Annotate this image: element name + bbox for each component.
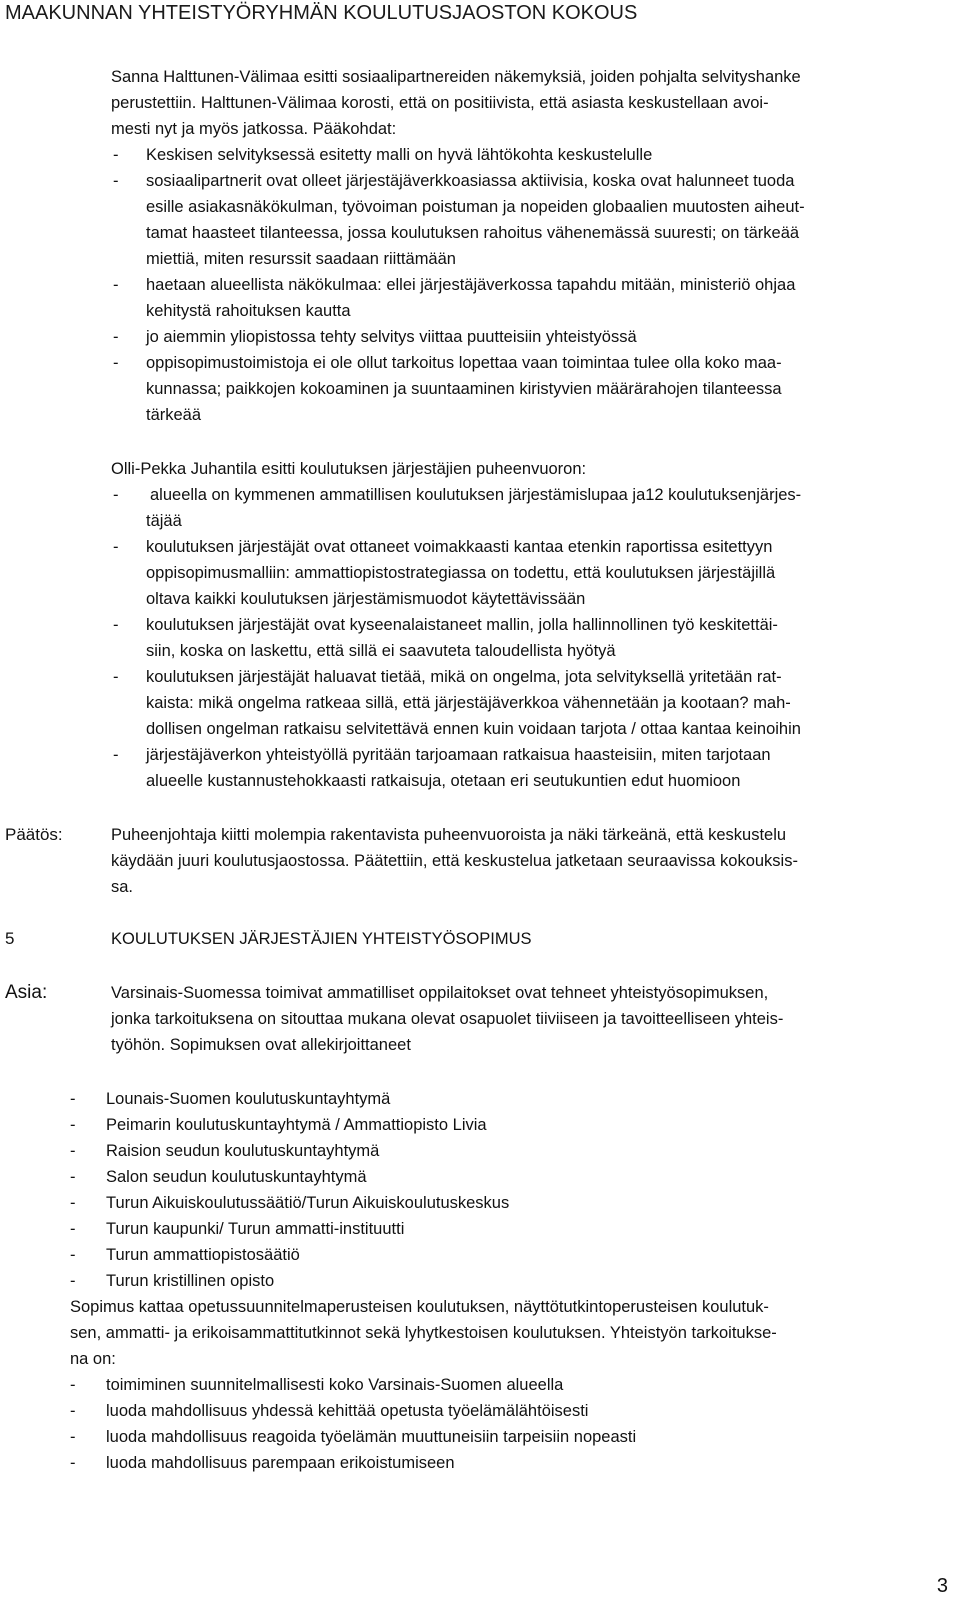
bullet-dash: - <box>70 1402 76 1420</box>
bullet-line: kehitystä rahoituksen kautta <box>146 302 351 320</box>
document-header: MAAKUNNAN YHTEISTYÖRYHMÄN KOULUTUSJAOSTON KOKOUS <box>5 2 638 24</box>
bullet-line: täjää <box>146 512 182 530</box>
bullet-line: oppisopimusmalliin: ammattiopistostrategiassa on todettu, että koulutuksen järjestäjillä <box>146 564 776 582</box>
decision-line: sa. <box>111 878 134 896</box>
item-title: KOULUTUKSEN JÄRJESTÄJIEN YHTEISTYÖSOPIMUS <box>111 930 532 948</box>
bullet-dash: - <box>70 1220 76 1238</box>
bullet-dash: - <box>70 1272 76 1290</box>
bullet-dash: - <box>113 172 119 190</box>
signatory-item: Salon seudun koulutuskuntayhtymä <box>106 1168 367 1186</box>
bullet-line: miettiä, miten resurssit saadaan riittämään <box>146 250 456 268</box>
bullet-line: järjestäjäverkon yhteistyöllä pyritään tarjoamaan ratkaisua haasteisiin, miten tarjotaan <box>146 746 771 764</box>
bullet-line: tamat haasteet tilanteessa, jossa koulutuksen rahoitus vähenemässä suuresti; on tärkeää <box>146 224 800 242</box>
asia-line: jonka tarkoituksena on sitouttaa mukana olevat osapuolet tiiviiseen ja tavoitteelliseen yhteis- <box>111 1010 784 1028</box>
bullet-line: siin, koska on laskettu, että sillä ei saavuteta taloudellista hyötyä <box>146 642 616 660</box>
bullet-dash: - <box>113 146 119 164</box>
bullet-dash: - <box>70 1142 76 1160</box>
bullet-line: haetaan alueellista näkökulmaa: ellei järjestäjäverkossa tapahdu mitään, ministeriö ohjaa <box>146 276 796 294</box>
juhantila-intro: Olli-Pekka Juhantila esitti koulutuksen järjestäjien puheenvuoron: <box>111 460 587 478</box>
bullet-dash: - <box>113 668 119 686</box>
bullet-line: tärkeää <box>146 406 202 424</box>
signatory-item: Raision seudun koulutuskuntayhtymä <box>106 1142 380 1160</box>
decision-line: käydään juuri koulutusjaostossa. Päätettiin, että keskustelua jatketaan seuraavissa kokouksis- <box>111 852 798 870</box>
bullet-line: koulutuksen järjestäjät haluavat tietää, mikä on ongelma, jota selvityksellä yritetään rat- <box>146 668 782 686</box>
bullet-dash: - <box>70 1376 76 1394</box>
signatory-item: Turun kaupunki/ Turun ammatti-instituutti <box>106 1220 405 1238</box>
bullet-dash: - <box>70 1194 76 1212</box>
bullet-line: jo aiemmin yliopistossa tehty selvitys viittaa puutteisiin yhteistyössä <box>146 328 637 346</box>
bullet-dash: - <box>70 1168 76 1186</box>
asia-line: Varsinais-Suomessa toimivat ammatilliset oppilaitokset ovat tehneet yhteistyösopimuksen, <box>111 984 769 1002</box>
decision-label: Päätös: <box>5 825 63 844</box>
item-number: 5 <box>5 929 15 948</box>
bullet-dash: - <box>70 1428 76 1446</box>
signatory-item: Turun Aikuiskoulutussäätiö/Turun Aikuiskoulutuskeskus <box>106 1194 510 1212</box>
scope-line: na on: <box>70 1350 116 1368</box>
bullet-line: alueelle kustannustehokkaasti ratkaisuja, otetaan eri seutukuntien edut huomioon <box>146 772 741 790</box>
bullet-dash: - <box>113 328 119 346</box>
bullet-dash: - <box>113 354 119 372</box>
signatory-item: Turun kristillinen opisto <box>106 1272 275 1290</box>
purpose-item: toimiminen suunnitelmallisesti koko Varsinais-Suomen alueella <box>106 1376 564 1394</box>
page-number: 3 <box>936 1575 948 1597</box>
bullet-dash: - <box>70 1116 76 1134</box>
signatory-item: Peimarin koulutuskuntayhtymä / Ammattiopisto Livia <box>106 1116 487 1134</box>
bullet-line: dollisen ongelman ratkaisu selvitettävä ennen kuin voidaan tarjota / ottaa kantaa keinoihin <box>146 720 801 738</box>
scope-line: Sopimus kattaa opetussuunnitelmaperusteisen koulutuksen, näyttötutkintoperusteisen koulutuk- <box>70 1298 769 1316</box>
bullet-line: koulutuksen järjestäjät ovat kyseenalaistaneet mallin, jolla hallinnollinen työ keskitettäi- <box>146 616 778 634</box>
decision-line: Puheenjohtaja kiitti molempia rakentavista puheenvuoroista ja näki tärkeänä, että keskustelu <box>111 826 787 844</box>
bullet-line: oltava kaikki koulutuksen järjestämismuodot käytettävissään <box>146 590 586 608</box>
asia-label: Asia: <box>5 982 48 1003</box>
bullet-dash: - <box>70 1246 76 1264</box>
scope-line: sen, ammatti- ja erikoisammattitutkinnot sekä lyhytkestoisen koulutuksen. Yhteistyön tarkoitukse- <box>70 1324 777 1342</box>
bullet-line: oppisopimustoimistoja ei ole ollut tarkoitus lopettaa vaan toimintaa tulee olla koko maa- <box>146 354 782 372</box>
bullet-dash: - <box>113 276 119 294</box>
purpose-item: luoda mahdollisuus parempaan erikoistumiseen <box>106 1454 455 1472</box>
signatory-item: Turun ammattiopistosäätiö <box>106 1246 300 1264</box>
intro-line: Sanna Halttunen-Välimaa esitti sosiaalipartnereiden näkemyksiä, joiden pohjalta selvityshanke <box>111 68 801 86</box>
bullet-line: koulutuksen järjestäjät ovat ottaneet voimakkaasti kantaa etenkin raportissa esitettyyn <box>146 538 773 556</box>
intro-line: perustettiin. Halttunen-Välimaa korosti, että on positiivista, että asiasta keskustellaan avoi- <box>111 94 769 112</box>
asia-line: työhön. Sopimuksen ovat allekirjoittaneet <box>111 1036 411 1054</box>
bullet-dash: - <box>113 616 119 634</box>
purpose-item: luoda mahdollisuus yhdessä kehittää opetusta työelämälähtöisesti <box>106 1402 589 1420</box>
bullet-line: kaista: mikä ongelma ratkeaa sillä, että järjestäjäverkkoa vähennetään ja kootaan? mah- <box>146 694 791 712</box>
purpose-item: luoda mahdollisuus reagoida työelämän muuttuneisiin tarpeisiin nopeasti <box>106 1428 637 1446</box>
signatory-item: Lounais-Suomen koulutuskuntayhtymä <box>106 1090 391 1108</box>
bullet-dash: - <box>113 746 119 764</box>
bullet-dash: - <box>113 486 119 504</box>
bullet-line: sosiaalipartnerit ovat olleet järjestäjäverkkoasiassa aktiivisia, koska ovat halunneet tuoda <box>146 172 795 190</box>
bullet-line: alueella on kymmenen ammatillisen koulutuksen järjestämislupaa ja12 koulutuksenjärjes- <box>150 486 802 504</box>
bullet-line: Keskisen selvityksessä esitetty malli on hyvä lähtökohta keskustelulle <box>146 146 653 164</box>
bullet-dash: - <box>113 538 119 556</box>
bullet-line: esille asiakasnäkökulman, työvoiman poistuman ja nopeiden globaalien muutosten aiheut- <box>146 198 805 216</box>
bullet-dash: - <box>70 1454 76 1472</box>
bullet-line: kunnassa; paikkojen kokoaminen ja suuntaaminen kiristyvien määrärahojen tilanteessa <box>146 380 782 398</box>
bullet-dash: - <box>70 1090 76 1108</box>
intro-line: mesti nyt ja myös jatkossa. Pääkohdat: <box>111 120 397 138</box>
